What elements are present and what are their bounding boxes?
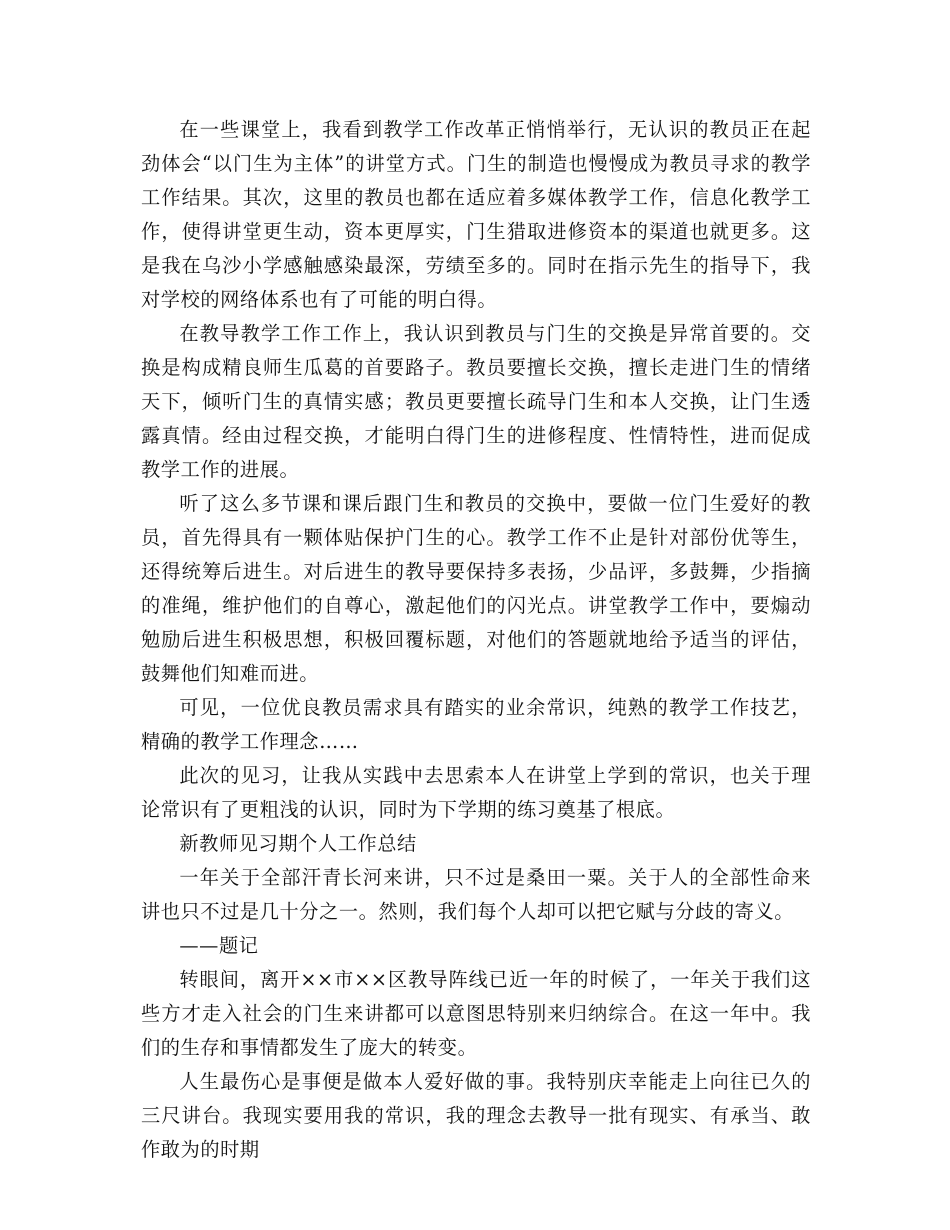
paragraph-communication: 在教导教学工作工作上，我认识到教员与门生的交换是异常首要的。交换是构成精良师生瓜葛的首要路子。教员要擅长交换，擅长走进门生的情绪天下，倾听门生的真情实感；教员更要擅长疏导门生和本人交换，让门生透露真情。经由过程交换，才能明白得门生的进修程度、性情特性，进而促成教学工作的进展。 <box>141 322 811 481</box>
paragraph-caring-teacher: 听了这么多节课和课后跟门生和教员的交换中，要做一位门生爱好的教员，首先得具有一颗体贴保护门生的心。教学工作不止是针对部份优等生，还得统筹后进生。对后进生的教导要保持多表扬，少品评，多鼓舞，少指摘的准绳，维护他们的自尊心，激起他们的闪光点。讲堂教学工作中，要煽动勉励后进生积极思想，积极回覆标题，对他们的答题就地给予适当的评估，鼓舞他们知难而进。 <box>141 492 811 685</box>
epigraph-attribution: ——题记 <box>179 934 259 957</box>
section-title: 新教师见习期个人工作总结 <box>179 832 417 855</box>
paragraph-classroom-reform: 在一些课堂上，我看到教学工作改革正悄悄举行，无认识的教员正在起劲体会“以门生为主体”的讲堂方式。门生的制造也慢慢成为教员寻求的教学工作结果。其次，这里的教员也都在适应着多媒体教学工作，信息化教学工作，使得讲堂更生动，资本更厚实，门生猎取进修资本的渠道也就更多。这是我在乌沙小学感触感染最深，劳绩至多的。同时在指示先生的指导下，我对学校的网络体系也有了可能的明白得。 <box>141 118 811 311</box>
paragraph-one-year: 转眼间，离开××市××区教导阵线已近一年的时候了，一年关于我们这些方才走入社会的门生来讲都可以意图思特别来归纳综合。在这一年中。我们的生存和事情都发生了庞大的转变。 <box>141 968 811 1059</box>
paragraph-podium: 人生最伤心是事便是做本人爱好做的事。我特别庆幸能走上向往已久的三尺讲台。我现实要用我的常识，我的理念去教导一批有现实、有承当、敢作敢为的时期 <box>141 1070 811 1161</box>
paragraph-internship-reflection: 此次的见习，让我从实践中去思索本人在讲堂上学到的常识，也关于理论常识有了更粗浅的认识，同时为下学期的练习奠基了根底。 <box>141 764 811 821</box>
paragraph-epigraph: 一年关于全部汗青长河来讲，只不过是桑田一粟。关于人的全部性命来讲也只不过是几十分之一。然则，我们每个人却可以把它赋与分歧的寄义。 <box>141 866 811 923</box>
paragraph-good-teacher: 可见，一位优良教员需求具有踏实的业余常识，纯熟的教学工作技艺，精确的教学工作理念…… <box>141 696 811 753</box>
document-page <box>141 113 811 1167</box>
